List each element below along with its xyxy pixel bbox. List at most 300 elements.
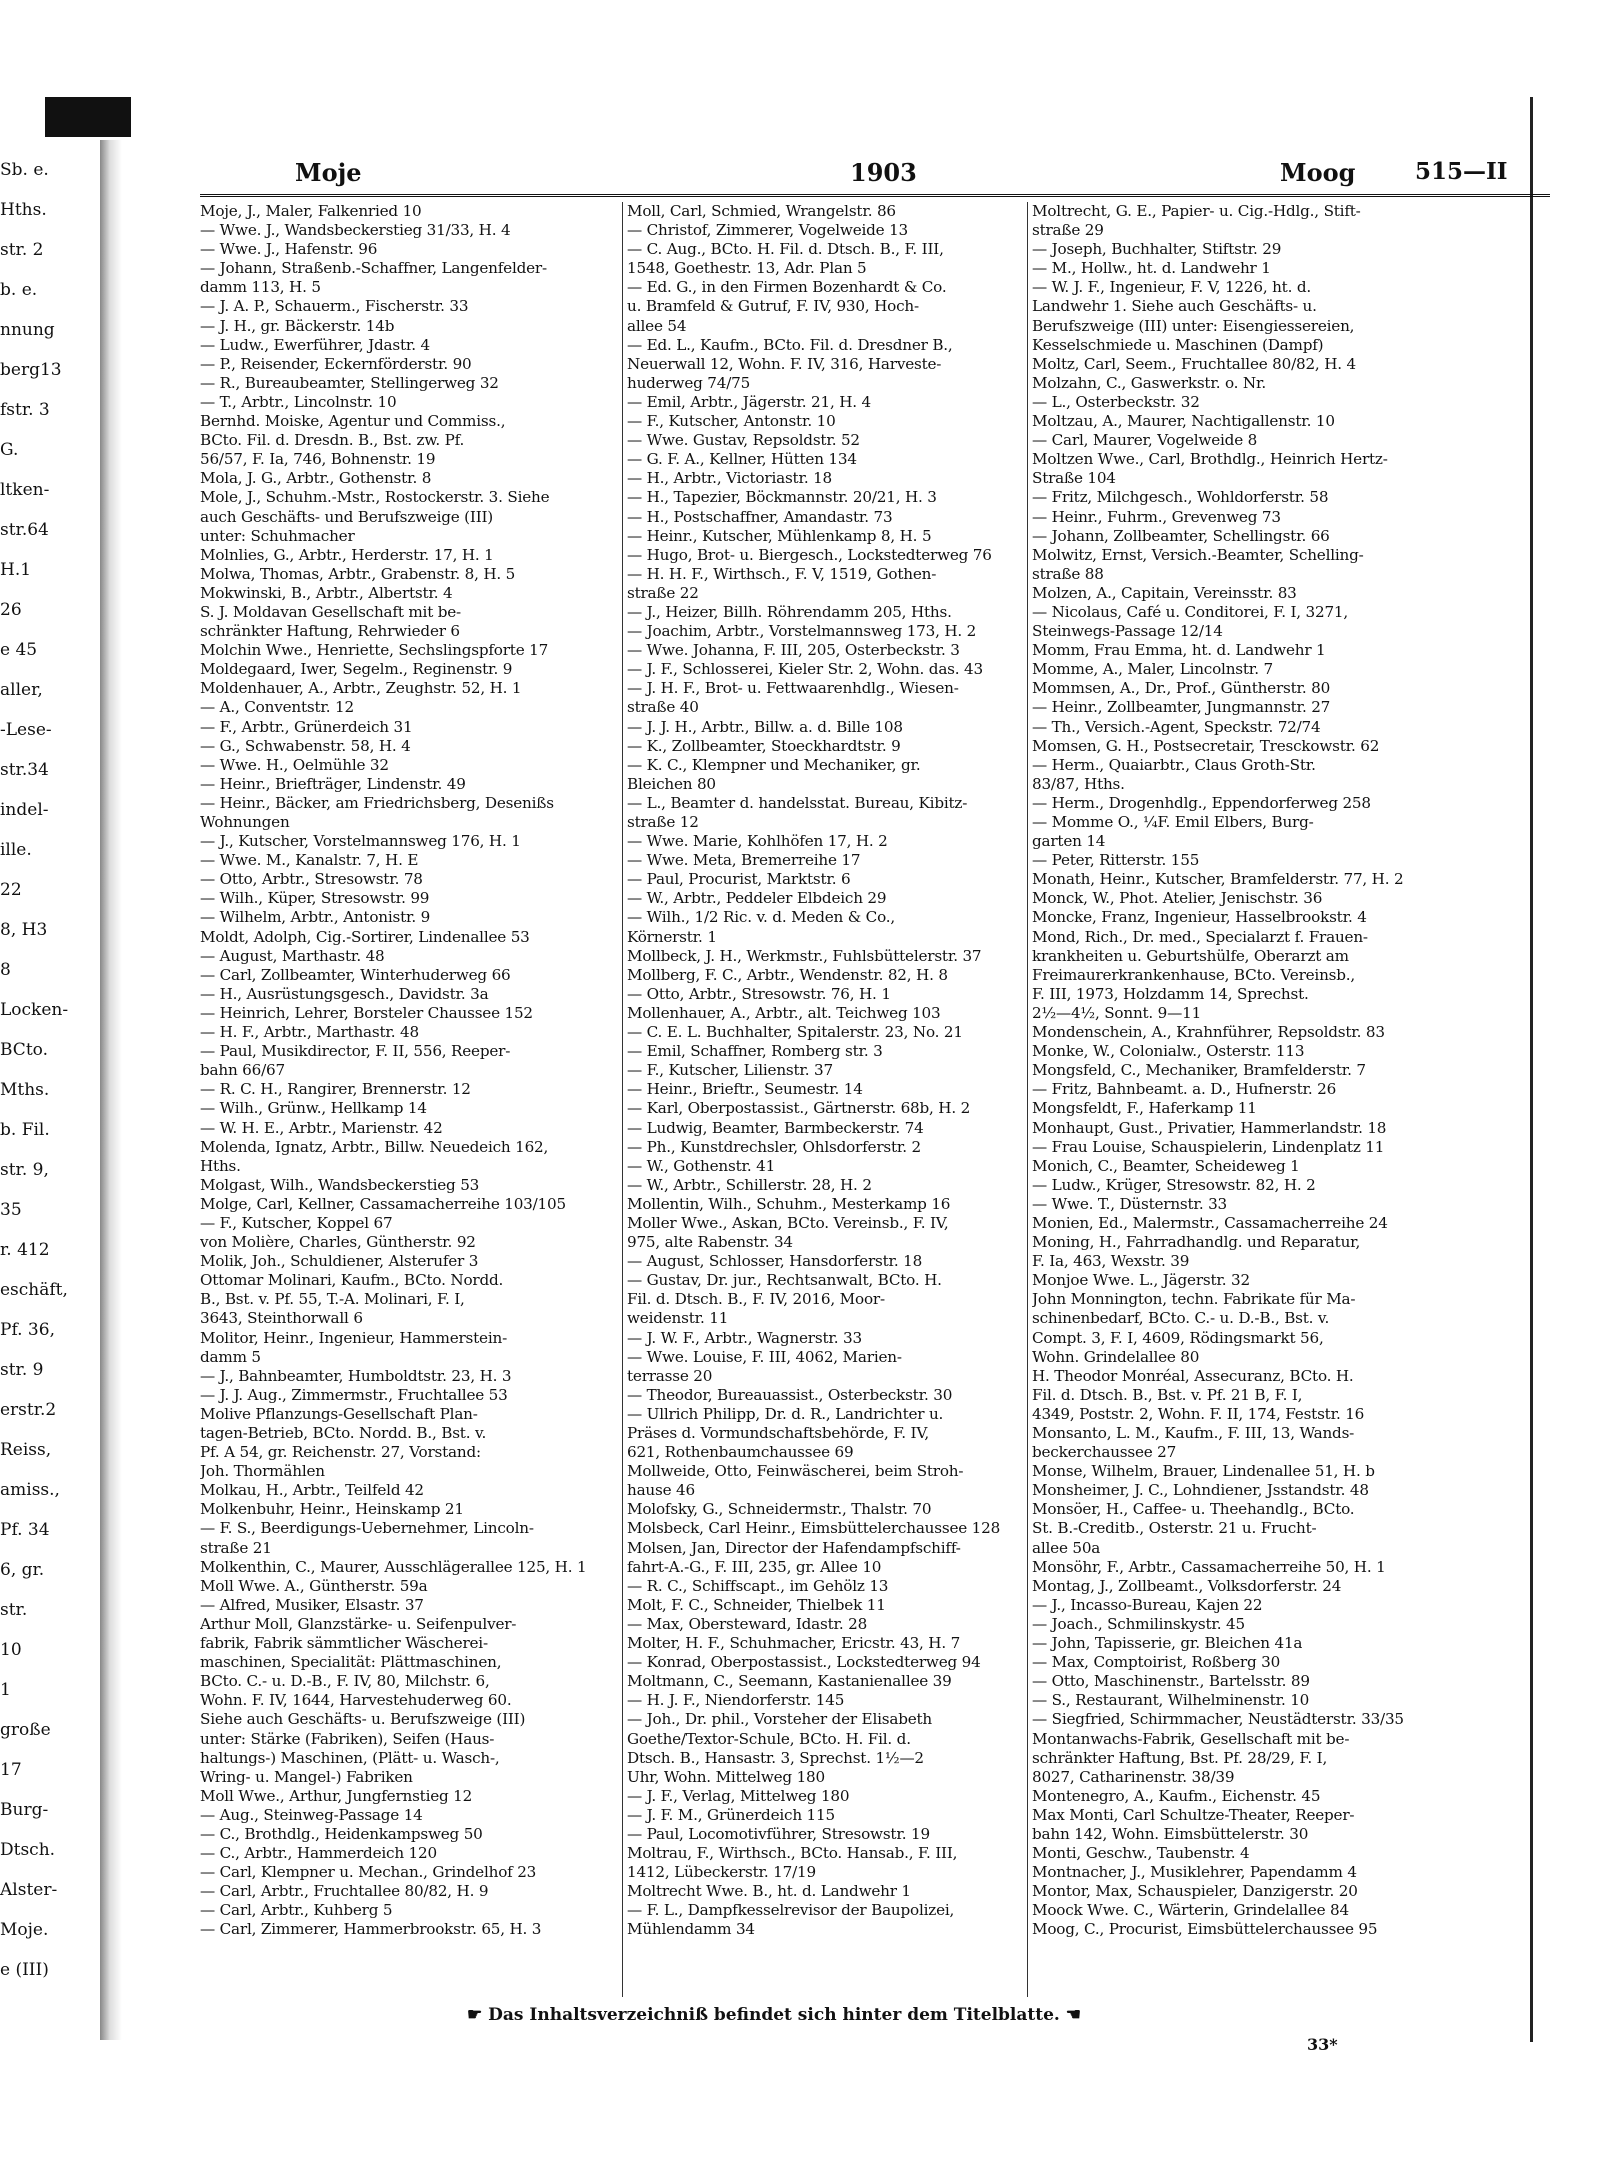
left-page-fragment: Dtsch. [0, 1840, 56, 1860]
directory-entry-line: — Johann, Straßenb.-Schaffner, Langenfelder- [200, 259, 547, 278]
directory-entry-line: — Heinr., Zollbeamter, Jungmannstr. 27 [1032, 698, 1331, 717]
directory-entry-line: — A., Conventstr. 12 [200, 698, 354, 717]
directory-entry-line: — Siegfried, Schirmmacher, Neustädterstr. 33/35 [1032, 1710, 1404, 1729]
directory-entry-line: — J. F., Verlag, Mittelweg 180 [627, 1786, 850, 1805]
left-page-fragment: indel- [0, 800, 49, 820]
left-page-fragment: 8, H3 [0, 920, 48, 940]
left-page-fragment: amiss., [0, 1480, 60, 1500]
directory-entry-line: — Wwe. Louise, F. III, 4062, Marien- [627, 1347, 902, 1366]
directory-entry-line: Monck, W., Phot. Atelier, Jenischstr. 36 [1032, 889, 1323, 908]
directory-entry-line: unter: Stärke (Fabriken), Seifen (Haus- [200, 1729, 495, 1748]
directory-entry-line: Momm, Frau Emma, ht. d. Landwehr 1 [1032, 641, 1326, 660]
left-page-fragment: str. [0, 1600, 28, 1620]
directory-entry-line: — Theodor, Bureauassist., Osterbeckstr. 30 [627, 1385, 953, 1404]
directory-entry-line: — C., Arbtr., Hammerdeich 120 [200, 1844, 437, 1863]
directory-entry-line: Pf. A 54, gr. Reichenstr. 27, Vorstand: [200, 1443, 481, 1462]
directory-entry-line: Dtsch. B., Hansastr. 3, Sprechst. 1½—2 [627, 1748, 924, 1767]
left-page-fragment: 22 [0, 880, 22, 900]
directory-entry-line: Monjoe Wwe. L., Jägerstr. 32 [1032, 1271, 1250, 1290]
directory-entry-line: Landwehr 1. Siehe auch Geschäfts- u. [1032, 297, 1317, 316]
directory-entry-line: — Emil, Arbtr., Jägerstr. 21, H. 4 [627, 392, 871, 411]
directory-entry-line: — Wwe. H., Oelmühle 32 [200, 755, 389, 774]
directory-entry-line: Monsanto, L. M., Kaufm., F. III, 13, Wands- [1032, 1424, 1355, 1442]
directory-entry-line: — John, Tapisserie, gr. Bleichen 41a [1032, 1634, 1303, 1653]
directory-entry-line: straße 40 [627, 698, 699, 717]
directory-entry-line: St. B.-Creditb., Osterstr. 21 u. Frucht- [1032, 1519, 1317, 1538]
directory-entry-line: Wohn. F. IV, 1644, Harvestehuderweg 60. [200, 1691, 512, 1710]
directory-entry-line: bahn 66/67 [200, 1061, 285, 1080]
directory-entry-line: Molitor, Heinr., Ingenieur, Hammerstein- [200, 1328, 507, 1347]
header-year: 1903 [850, 158, 917, 187]
directory-entry-line: Moltz, Carl, Seem., Fruchtallee 80/82, H. 4 [1032, 354, 1356, 373]
left-page-fragment: BCto. [0, 1040, 48, 1060]
directory-entry-line: — H., Postschaffner, Amandastr. 73 [627, 507, 893, 526]
directory-entry-line: BCto. Fil. d. Dresdn. B., Bst. zw. Pf. [200, 431, 465, 450]
directory-entry-line: — J., Incasso-Bureau, Kajen 22 [1032, 1595, 1263, 1614]
directory-entry-line: Berufszweige (III) unter: Eisengiessereien, [1032, 316, 1355, 335]
directory-entry-line: — Wwe. Marie, Kohlhöfen 17, H. 2 [627, 832, 888, 851]
directory-entry-line: — Heinr., Fuhrm., Grevenweg 73 [1032, 507, 1281, 526]
directory-entry-line: Molkenthin, C., Maurer, Ausschlägerallee 125, H. 1 [200, 1557, 587, 1576]
directory-entry-line: — L., Osterbeckstr. 32 [1032, 392, 1200, 411]
directory-entry-line: — H. J. F., Niendorferstr. 145 [627, 1691, 845, 1710]
directory-entry-line: 8027, Catharinenstr. 38/39 [1032, 1767, 1235, 1786]
directory-entry-line: H. Theodor Monréal, Assecuranz, BCto. H. [1032, 1366, 1354, 1385]
directory-entry-line: Moltmann, C., Seemann, Kastanienallee 39 [627, 1672, 952, 1691]
directory-entry-line: — G., Schwabenstr. 58, H. 4 [200, 736, 411, 755]
directory-entry-line: Molwitz, Ernst, Versich.-Beamter, Schelling- [1032, 545, 1364, 564]
directory-entry-line: — T., Arbtr., Lincolnstr. 10 [200, 392, 397, 411]
directory-entry-line: Monsöhr, F., Arbtr., Cassamacherreihe 50, H. 1 [1032, 1557, 1386, 1576]
directory-entry-line: — Joseph, Buchhalter, Stiftstr. 29 [1032, 240, 1282, 259]
directory-entry-line: damm 5 [200, 1347, 261, 1366]
directory-entry-line: 56/57, F. Ia, 746, Bohnenstr. 19 [200, 450, 436, 469]
directory-entry-line: Monke, W., Colonialw., Osterstr. 113 [1032, 1042, 1305, 1061]
directory-entry-line: Bernhd. Moiske, Agentur und Commiss., [200, 412, 506, 431]
directory-entry-line: — K., Zollbeamter, Stoeckhardtstr. 9 [627, 736, 901, 755]
directory-entry-line: Mollberg, F. C., Arbtr., Wendenstr. 82, H. 8 [627, 965, 948, 984]
directory-entry-line: Ottomar Molinari, Kaufm., BCto. Nordd. [200, 1271, 504, 1290]
directory-entry-line: Moldt, Adolph, Cig.-Sortirer, Lindenallee 53 [200, 927, 530, 946]
directory-entry-line: — W. J. F., Ingenieur, F. V, 1226, ht. d. [1032, 278, 1311, 297]
directory-entry-line: — C. E. L. Buchhalter, Spitalerstr. 23, No. 21 [627, 1023, 963, 1042]
directory-entry-line: — Ludw., Krüger, Stresowstr. 82, H. 2 [1032, 1175, 1316, 1194]
directory-entry-line: Montag, J., Zollbeamt., Volksdorferstr. 24 [1032, 1576, 1342, 1595]
directory-entry-line: Mollentin, Wilh., Schuhm., Mesterkamp 16 [627, 1194, 951, 1213]
directory-entry-line: — Otto, Arbtr., Stresowstr. 76, H. 1 [627, 984, 891, 1003]
left-page-fragment: Mths. [0, 1080, 50, 1100]
directory-entry-line: — J. F., Schlosserei, Kieler Str. 2, Wohn. das. 43 [627, 660, 983, 679]
directory-entry-line: Mollweide, Otto, Feinwäscherei, beim Stroh- [627, 1462, 964, 1481]
left-page-fragment: 1 [0, 1680, 11, 1700]
directory-entry-line: Kesselschmiede u. Maschinen (Dampf) [1032, 335, 1324, 354]
directory-entry-line: — C., Brothdlg., Heidenkampsweg 50 [200, 1824, 483, 1843]
directory-entry-line: — Nicolaus, Café u. Conditorei, F. I, 3271, [1032, 602, 1348, 621]
directory-entry-line: — Karl, Oberpostassist., Gärtnerstr. 68b, H. 2 [627, 1099, 971, 1118]
left-page-fragment: Pf. 34 [0, 1520, 50, 1540]
left-page-fragment: 17 [0, 1760, 22, 1780]
directory-entry-line: Montnacher, J., Musiklehrer, Papendamm 4 [1032, 1863, 1357, 1882]
left-page-fragment: nnung [0, 320, 55, 340]
directory-entry-line: Wring- u. Mangel-) Fabriken [200, 1767, 413, 1786]
left-page-fragment: e 45 [0, 640, 38, 660]
column-1 [200, 202, 625, 1997]
directory-entry-line: schränkter Haftung, Rehrwieder 6 [200, 622, 460, 641]
directory-entry-line: — Paul, Locomotivführer, Stresowstr. 19 [627, 1824, 930, 1843]
directory-entry-line: Moje, J., Maler, Falkenried 10 [200, 202, 422, 220]
directory-entry-line: weidenstr. 11 [627, 1309, 729, 1328]
directory-entry-line: Monti, Geschw., Taubenstr. 4 [1032, 1844, 1250, 1863]
left-page-fragment: 35 [0, 1200, 22, 1220]
directory-entry-line: S. J. Moldavan Gesellschaft mit be- [200, 602, 461, 621]
left-page-fragment: Moje. [0, 1920, 49, 1940]
directory-entry-line: Uhr, Wohn. Mittelweg 180 [627, 1767, 825, 1786]
directory-entry-line: Arthur Moll, Glanzstärke- u. Seifenpulver- [200, 1614, 517, 1633]
directory-entry-line: Moltzau, A., Maurer, Nachtigallenstr. 10 [1032, 412, 1335, 431]
left-page-fragment: 26 [0, 600, 22, 620]
directory-entry-line: — Herm., Quaiarbtr., Claus Groth-Str. [1032, 755, 1316, 774]
directory-entry-line: Molzen, A., Capitain, Vereinsstr. 83 [1032, 583, 1297, 602]
directory-entry-line: Monath, Heinr., Kutscher, Bramfelderstr. 77, H. 2 [1032, 870, 1404, 889]
directory-entry-line: — Joachim, Arbtr., Vorstelmannsweg 173, H. 2 [627, 622, 977, 641]
directory-entry-line: Max Monti, Carl Schultze-Theater, Reeper- [1032, 1805, 1355, 1824]
left-page-fragment: r. 412 [0, 1240, 50, 1260]
directory-entry-line: — K. C., Klempner und Mechaniker, gr. [627, 755, 921, 774]
directory-entry-line: — Emil, Schaffner, Romberg str. 3 [627, 1042, 883, 1061]
directory-entry-line: — J. A. P., Schauerm., Fischerstr. 33 [200, 297, 469, 316]
directory-entry-line: terrasse 20 [627, 1366, 713, 1385]
directory-entry-line: — Momme O., ¼F. Emil Elbers, Burg- [1032, 813, 1314, 831]
directory-entry-line: Präses d. Vormundschaftsbehörde, F. IV, [627, 1424, 930, 1442]
directory-entry-line: — J., Bahnbeamter, Humboldtstr. 23, H. 3 [200, 1366, 512, 1385]
directory-entry-line: Molzahn, C., Gaswerkstr. o. Nr. [1032, 373, 1267, 392]
left-page-fragment: eschäft, [0, 1280, 68, 1300]
left-page-fragment: erstr.2 [0, 1400, 57, 1420]
directory-entry-line: straße 22 [627, 583, 699, 602]
directory-entry-line: hause 46 [627, 1481, 695, 1500]
directory-entry-line: — Joach., Schmilinskystr. 45 [1032, 1614, 1245, 1633]
directory-entry-line: — Carl, Maurer, Vogelweide 8 [1032, 431, 1258, 450]
directory-entry-line: Moltrecht Wwe. B., ht. d. Landwehr 1 [627, 1882, 911, 1901]
directory-entry-line: — R., Bureaubeamter, Stellingerweg 32 [200, 373, 499, 392]
directory-entry-line: damm 113, H. 5 [200, 278, 321, 297]
directory-entry-line: Moll Wwe. A., Güntherstr. 59a [200, 1576, 428, 1595]
page-gutter [100, 140, 122, 2040]
directory-entry-line: — Hugo, Brot- u. Biergesch., Lockstedterweg 76 [627, 545, 992, 564]
directory-entry-line: — Otto, Maschinenstr., Bartelsstr. 89 [1032, 1672, 1310, 1691]
directory-entry-line: — Herm., Drogenhdlg., Eppendorferweg 258 [1032, 793, 1371, 812]
directory-entry-line: Moldegaard, Iwer, Segelm., Reginenstr. 9 [200, 660, 513, 679]
directory-entry-line: — Carl, Zollbeamter, Winterhuderweg 66 [200, 965, 511, 984]
directory-entry-line: — W., Arbtr., Schillerstr. 28, H. 2 [627, 1175, 872, 1194]
directory-entry-line: 3643, Steinthorwall 6 [200, 1309, 363, 1328]
directory-entry-line: haltungs-) Maschinen, (Plätt- u. Wasch-, [200, 1748, 500, 1767]
column-3 [1027, 202, 1457, 1997]
directory-entry-line: schränkter Haftung, Bst. Pf. 28/29, F. I, [1032, 1748, 1328, 1767]
directory-entry-line: Fil. d. Dtsch. B., F. IV, 2016, Moor- [627, 1290, 885, 1309]
directory-entry-line: Momme, A., Maler, Lincolnstr. 7 [1032, 660, 1273, 679]
directory-entry-line: — Heinr., Bäcker, am Friedrichsberg, Desenißs [200, 793, 554, 812]
directory-entry-line: Wohn. Grindelallee 80 [1032, 1347, 1200, 1366]
directory-entry-line: — Carl, Klempner u. Mechan., Grindelhof 23 [200, 1863, 537, 1882]
directory-entry-line: Mollbeck, J. H., Werkmstr., Fuhlsbüttelerstr. 37 [627, 946, 982, 965]
directory-entry-line: — C. Aug., BCto. H. Fil. d. Dtsch. B., F. III, [627, 240, 944, 259]
directory-entry-line: Molenda, Ignatz, Arbtr., Billw. Neuedeich 162, [200, 1137, 549, 1156]
directory-entry-line: — August, Marthastr. 48 [200, 946, 385, 965]
directory-entry-line: 621, Rothenbaumchaussee 69 [627, 1443, 854, 1462]
directory-entry-line: Molt, F. C., Schneider, Thielbek 11 [627, 1595, 886, 1614]
directory-entry-line: allee 50a [1032, 1538, 1101, 1557]
directory-page [122, 140, 1542, 2060]
directory-entry-line: — Wwe. Meta, Bremerreihe 17 [627, 851, 861, 870]
directory-entry-line: — Wwe. T., Düsternstr. 33 [1032, 1194, 1228, 1213]
directory-entry-line: Monsöer, H., Caffee- u. Theehandlg., BCto. [1032, 1500, 1355, 1519]
directory-entry-line: — Wwe. Johanna, F. III, 205, Osterbeckstr. 3 [627, 641, 960, 660]
left-page-fragment: große [0, 1720, 51, 1740]
directory-entry-line: Joh. Thormählen [200, 1462, 325, 1481]
directory-entry-line: straße 88 [1032, 564, 1104, 583]
directory-entry-line: 2½—4½, Sonnt. 9—11 [1032, 1003, 1202, 1022]
left-page-fragment: Reiss, [0, 1440, 52, 1460]
directory-entry-line: — Ed. G., in den Firmen Bozenhardt & Co. [627, 278, 947, 297]
directory-entry-line: Moncke, Franz, Ingenieur, Hasselbrookstr. 4 [1032, 908, 1367, 927]
directory-entry-line: — Fritz, Bahnbeamt. a. D., Hufnerstr. 26 [1032, 1080, 1337, 1099]
directory-entry-line: — F. S., Beerdigungs-Uebernehmer, Lincoln- [200, 1519, 534, 1538]
directory-entry-line: Monien, Ed., Malermstr., Cassamacherreihe 24 [1032, 1213, 1388, 1232]
directory-entry-line: John Monnington, techn. Fabrikate für Ma- [1032, 1290, 1356, 1309]
directory-entry-line: von Molière, Charles, Güntherstr. 92 [200, 1233, 476, 1252]
directory-entry-line: — Heinr., Brieftr., Seumestr. 14 [627, 1080, 863, 1099]
directory-entry-line: Molnlies, G., Arbtr., Herderstr. 17, H. 1 [200, 545, 494, 564]
directory-entry-line: — P., Reisender, Eckernförderstr. 90 [200, 354, 472, 373]
directory-entry-line: — J. H. F., Brot- u. Fettwaarenhdlg., Wiesen- [627, 679, 959, 698]
directory-entry-line: Moog, C., Procurist, Eimsbüttelerchaussee 95 [1032, 1920, 1378, 1939]
directory-entry-line: Molwa, Thomas, Arbtr., Grabenstr. 8, H. 5 [200, 564, 516, 583]
directory-entry-line: 1412, Lübeckerstr. 17/19 [627, 1863, 816, 1882]
previous-page-fragment [0, 140, 103, 2040]
directory-entry-line: fahrt-A.-G., F. III, 235, gr. Allee 10 [627, 1557, 882, 1576]
directory-entry-line: Moock Wwe. C., Wärterin, Grindelallee 84 [1032, 1901, 1349, 1920]
directory-entry-line: — Paul, Musikdirector, F. II, 556, Reeper- [200, 1042, 511, 1061]
left-page-fragment: berg13 [0, 360, 62, 380]
directory-entry-line: — Ludwig, Beamter, Barmbeckerstr. 74 [627, 1118, 924, 1137]
directory-entry-line: huderweg 74/75 [627, 373, 751, 392]
left-page-fragment: ille. [0, 840, 32, 860]
left-page-fragment: str.64 [0, 520, 49, 540]
directory-entry-line: — H., Tapezier, Böckmannstr. 20/21, H. 3 [627, 488, 937, 507]
left-page-fragment: Sb. e. [0, 160, 49, 180]
directory-entry-line: — Aug., Steinweg-Passage 14 [200, 1805, 423, 1824]
directory-entry-line: — G. F. A., Kellner, Hütten 134 [627, 450, 857, 469]
directory-entry-line: Compt. 3, F. I, 4609, Rödingsmarkt 56, [1032, 1328, 1324, 1347]
directory-entry-line: straße 29 [1032, 221, 1104, 240]
directory-entry-line: — Johann, Zollbeamter, Schellingstr. 66 [1032, 526, 1330, 545]
left-page-fragment: str.34 [0, 760, 49, 780]
directory-entry-line: Straße 104 [1032, 469, 1116, 488]
directory-entry-line: Moll Wwe., Arthur, Jungfernstieg 12 [200, 1786, 473, 1805]
directory-entry-line: Neuerwall 12, Wohn. F. IV, 316, Harveste- [627, 354, 942, 373]
directory-entry-line: — Carl, Zimmerer, Hammerbrookstr. 65, H. 3 [200, 1920, 542, 1939]
directory-entry-line: Mühlendamm 34 [627, 1920, 755, 1939]
left-page-fragment: Burg- [0, 1800, 49, 1820]
directory-entry-line: 83/87, Hths. [1032, 774, 1125, 793]
directory-entry-line: — R. C. H., Rangirer, Brennerstr. 12 [200, 1080, 471, 1099]
directory-entry-line: Montor, Max, Schauspieler, Danzigerstr. 20 [1032, 1882, 1358, 1901]
directory-entry-line: unter: Schuhmacher [200, 526, 355, 545]
directory-entry-line: F. Ia, 463, Wexstr. 39 [1032, 1252, 1190, 1271]
directory-entry-line: — Frau Louise, Schauspielerin, Lindenplatz 11 [1032, 1137, 1385, 1156]
left-page-fragment: H.1 [0, 560, 32, 580]
left-page-fragment: Locken- [0, 1000, 69, 1020]
directory-entry-line: Goethe/Textor-Schule, BCto. H. Fil. d. [627, 1729, 911, 1748]
directory-entry-line: — Christof, Zimmerer, Vogelweide 13 [627, 221, 908, 240]
directory-entry-line: Moltzen Wwe., Carl, Brothdlg., Heinrich Hertz- [1032, 450, 1388, 469]
directory-entry-line: Steinwegs-Passage 12/14 [1032, 622, 1223, 641]
left-page-fragment: e (III) [0, 1960, 49, 1980]
directory-entry-line: u. Bramfeld & Gutruf, F. IV, 930, Hoch- [627, 297, 919, 316]
directory-entry-line: — Wilh., 1/2 Ric. v. d. Meden & Co., [627, 908, 896, 927]
directory-entry-line: — Otto, Arbtr., Stresowstr. 78 [200, 870, 423, 889]
directory-entry-line: Moller Wwe., Askan, BCto. Vereinsb., F. IV, [627, 1213, 949, 1232]
directory-entry-line: — M., Hollw., ht. d. Landwehr 1 [1032, 259, 1271, 278]
directory-entry-line: — Wilh., Grünw., Hellkamp 14 [200, 1099, 427, 1118]
directory-entry-line: — Joh., Dr. phil., Vorsteher der Elisabeth [627, 1710, 932, 1729]
directory-entry-line: Hths. [200, 1156, 241, 1175]
directory-entry-line: Mond, Rich., Dr. med., Specialarzt f. Frauen- [1032, 927, 1368, 946]
directory-entry-line: BCto. C.- u. D.-B., F. IV, 80, Milchstr. 6, [200, 1672, 490, 1691]
directory-entry-line: — W. H. E., Arbtr., Marienstr. 42 [200, 1118, 443, 1137]
directory-entry-line: — J. F. M., Grünerdeich 115 [627, 1805, 835, 1824]
directory-entry-line: Molgast, Wilh., Wandsbeckerstieg 53 [200, 1175, 480, 1194]
directory-entry-line: — F., Kutscher, Antonstr. 10 [627, 412, 836, 431]
directory-entry-line: Moll, Carl, Schmied, Wrangelstr. 86 [627, 202, 896, 220]
directory-entry-line: — J. H., gr. Bäckerstr. 14b [200, 316, 395, 335]
directory-entry-line: — Ph., Kunstdrechsler, Ohlsdorferstr. 2 [627, 1137, 921, 1156]
directory-entry-line: Molkau, H., Arbtr., Teilfeld 42 [200, 1481, 424, 1500]
left-page-fragment: 10 [0, 1640, 22, 1660]
directory-entry-line: Moltrau, F., Wirthsch., BCto. Hansab., F. III, [627, 1844, 958, 1863]
header-right-keyword: Moog [1280, 158, 1356, 187]
directory-entry-line: Molofsky, G., Schneidermstr., Thalstr. 70 [627, 1500, 932, 1519]
directory-entry-line: — R. C., Schiffscapt., im Gehölz 13 [627, 1576, 889, 1595]
directory-entry-line: — Wilh., Küper, Stresowstr. 99 [200, 889, 430, 908]
directory-entry-line: Mongsfeld, C., Mechaniker, Bramfelderstr. 7 [1032, 1061, 1366, 1080]
directory-entry-line: Mommsen, A., Dr., Prof., Güntherstr. 80 [1032, 679, 1331, 698]
left-page-fragment: str. 2 [0, 240, 44, 260]
directory-entry-line: — Th., Versich.-Agent, Speckstr. 72/74 [1032, 717, 1321, 736]
directory-entry-line: Mola, J. G., Arbtr., Gothenstr. 8 [200, 469, 432, 488]
directory-entry-line: — Ed. L., Kaufm., BCto. Fil. d. Dresdner B., [627, 335, 953, 354]
directory-entry-line: — W., Gothenstr. 41 [627, 1156, 776, 1175]
directory-entry-line: — Wwe. J., Hafenstr. 96 [200, 240, 378, 259]
directory-entry-line: Molive Pflanzungs-Gesellschaft Plan- [200, 1404, 478, 1423]
directory-entry-line: — H. H. F., Wirthsch., F. V, 1519, Gothen- [627, 564, 937, 583]
directory-entry-line: bahn 142, Wohn. Eimsbüttelerstr. 30 [1032, 1824, 1309, 1843]
directory-entry-line: allee 54 [627, 316, 687, 335]
left-page-fragment: 8 [0, 960, 11, 980]
header-left-keyword: Moje [295, 158, 362, 187]
left-page-fragment: aller, [0, 680, 43, 700]
directory-entry-line: — Wwe. Gustav, Repsoldstr. 52 [627, 431, 860, 450]
directory-entry-line: — Max, Comptoirist, Roßberg 30 [1032, 1653, 1281, 1672]
directory-entry-line: — Paul, Procurist, Marktstr. 6 [627, 870, 851, 889]
left-page-fragment: Alster- [0, 1880, 58, 1900]
directory-entry-line: Molter, H. F., Schuhmacher, Ericstr. 43, H. 7 [627, 1634, 961, 1653]
directory-entry-line: Monhaupt, Gust., Privatier, Hammerlandstr. 18 [1032, 1118, 1387, 1137]
directory-entry-line: Mondenschein, A., Krahnführer, Repsoldstr. 83 [1032, 1023, 1385, 1042]
column-2 [622, 202, 1052, 1997]
directory-entry-line: — F. L., Dampfkesselrevisor der Baupolizei, [627, 1901, 955, 1920]
directory-entry-line: auch Geschäfts- und Berufszweige (III) [200, 507, 494, 526]
directory-entry-line: Mollenhauer, A., Arbtr., alt. Teichweg 103 [627, 1003, 941, 1022]
directory-entry-line: — J., Heizer, Billh. Röhrendamm 205, Hths. [627, 602, 952, 621]
directory-entry-line: — F., Arbtr., Grünerdeich 31 [200, 717, 413, 736]
directory-entry-line: — W., Arbtr., Peddeler Elbdeich 29 [627, 889, 887, 908]
left-page-fragment: str. 9, [0, 1160, 49, 1180]
directory-entry-line: Molkenbuhr, Heinr., Heinskamp 21 [200, 1500, 464, 1519]
directory-entry-line: — Carl, Arbtr., Fruchtallee 80/82, H. 9 [200, 1882, 489, 1901]
directory-entry-line: — J. J. Aug., Zimmermstr., Fruchtallee 53 [200, 1385, 508, 1404]
directory-entry-line: Mole, J., Schuhm.-Mstr., Rostockerstr. 3. Siehe [200, 488, 550, 507]
directory-entry-line: F. III, 1973, Holzdamm 14, Sprechst. [1032, 984, 1309, 1003]
directory-entry-line: — J. W. F., Arbtr., Wagnerstr. 33 [627, 1328, 862, 1347]
directory-entry-line: — Carl, Arbtr., Kuhberg 5 [200, 1901, 393, 1920]
directory-entry-line: — J., Kutscher, Vorstelmannsweg 176, H. 1 [200, 832, 521, 851]
directory-entry-line: — H. F., Arbtr., Marthastr. 48 [200, 1023, 419, 1042]
directory-entry-line: — Heinr., Briefträger, Lindenstr. 49 [200, 774, 466, 793]
directory-entry-line: Bleichen 80 [627, 774, 716, 793]
signature-mark: 33* [1307, 2035, 1338, 2054]
directory-entry-line: maschinen, Specialität: Plättmaschinen, [200, 1653, 502, 1672]
left-page-fragment: str. 9 [0, 1360, 44, 1380]
left-page-fragment: Hths. [0, 200, 47, 220]
page-header [200, 158, 1550, 197]
directory-entry-line: — Wwe. J., Wandsbeckerstieg 31/33, H. 4 [200, 221, 511, 240]
directory-entry-line: krankheiten u. Geburtshülfe, Oberarzt am [1032, 946, 1349, 965]
directory-entry-line: — H., Arbtr., Victoriastr. 18 [627, 469, 833, 488]
left-page-fragment: b. e. [0, 280, 38, 300]
directory-entry-line: — Wilhelm, Arbtr., Antonistr. 9 [200, 908, 431, 927]
directory-entry-line: Monse, Wilhelm, Brauer, Lindenallee 51, H. b [1032, 1462, 1375, 1481]
directory-entry-line: — F., Kutscher, Lilienstr. 37 [627, 1061, 833, 1080]
directory-entry-line: Mongsfeldt, F., Haferkamp 11 [1032, 1099, 1257, 1118]
directory-entry-line: fabrik, Fabrik sämmtlicher Wäscherei- [200, 1634, 488, 1653]
footer-note: ☛ Das Inhaltsverzeichniß befindet sich hinter dem Titelblatte. ☚ [467, 2005, 1081, 2025]
directory-entry-line: Wohnungen [200, 813, 290, 831]
directory-entry-line: 1548, Goethestr. 13, Adr. Plan 5 [627, 259, 867, 278]
directory-entry-line: — Peter, Ritterstr. 155 [1032, 851, 1200, 870]
directory-entry-line: Monsheimer, J. C., Lohndiener, Jsstandstr. 48 [1032, 1481, 1369, 1500]
directory-entry-line: — Ullrich Philipp, Dr. d. R., Landrichter u. [627, 1404, 944, 1423]
directory-entry-line: tagen-Betrieb, BCto. Nordd. B., Bst. v. [200, 1424, 487, 1442]
directory-entry-line: 4349, Poststr. 2, Wohn. F. II, 174, Feststr. 16 [1032, 1404, 1365, 1423]
header-page-number: 515—II [1415, 158, 1508, 185]
directory-entry-line: Momsen, G. H., Postsecretair, Tresckowstr. 62 [1032, 736, 1380, 755]
directory-entry-line: Moltrecht, G. E., Papier- u. Cig.-Hdlg., Stift- [1032, 202, 1361, 220]
directory-entry-line: garten 14 [1032, 832, 1106, 851]
left-page-fragment: 6, gr. [0, 1560, 45, 1580]
directory-entry-line: straße 21 [200, 1538, 272, 1557]
directory-entry-line: Molik, Joh., Schuldiener, Alsterufer 3 [200, 1252, 479, 1271]
directory-entry-line: Monich, C., Beamter, Scheideweg 1 [1032, 1156, 1300, 1175]
left-page-fragment: fstr. 3 [0, 400, 50, 420]
directory-entry-line: — Wwe. M., Kanalstr. 7, H. E [200, 851, 419, 870]
directory-entry-line: — Fritz, Milchgesch., Wohldorferstr. 58 [1032, 488, 1329, 507]
directory-entry-line: — Konrad, Oberpostassist., Lockstedterweg 94 [627, 1653, 981, 1672]
directory-entry-line: Moning, H., Fahrradhandlg. und Reparatur, [1032, 1233, 1361, 1252]
directory-entry-line: Moldenhauer, A., Arbtr., Zeughstr. 52, H. 1 [200, 679, 522, 698]
directory-entry-line: Freimaurerkrankenhause, BCto. Vereinsb., [1032, 965, 1356, 984]
